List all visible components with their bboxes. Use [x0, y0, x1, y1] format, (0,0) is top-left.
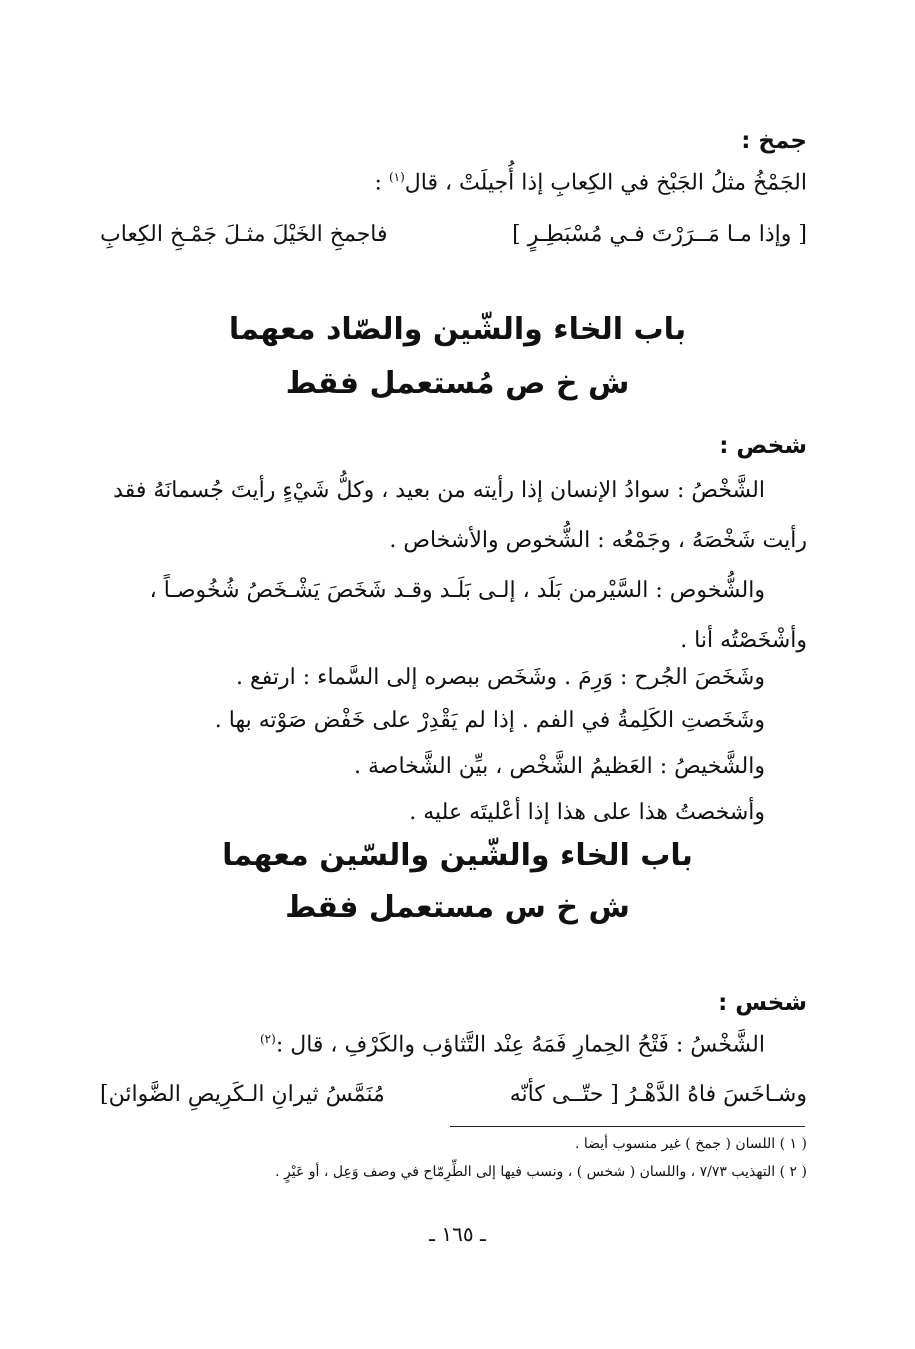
chapter-subheading: ش خ س مستعمل فقط: [285, 890, 630, 925]
definition-line: وأشخصتُ هذا على هذا إذا أعْليتَه عليه .: [409, 800, 765, 825]
chapter-heading: باب الخاء والشّين والسّين معهما: [222, 838, 693, 873]
page-number: ـ ١٦٥ ـ: [429, 1222, 486, 1246]
headword-jamkh: جمخ :: [741, 128, 807, 154]
verse-hemistich-2: فاجمخِ الخَيْلَ مثـلَ جَمْـخِ الكِعابِ: [100, 222, 388, 247]
footnote-ref-2: (٢): [259, 1032, 276, 1046]
headword-shakhs: شخص :: [719, 433, 807, 459]
chapter-heading: باب الخاء والشّين والصّاد معهما: [228, 312, 687, 347]
headword-shakhas: شخس :: [718, 990, 807, 1016]
definition-jamkh: [375, 170, 807, 195]
definition-line: والشُّخوص : السَّيْرمن بَلَد ، إلـى بَلَـد وقـد شَخَصَ يَشْـخَصُ شُخُوصـاً ،: [149, 578, 765, 603]
footnote-ref-1: (١): [388, 170, 405, 184]
footnote-1: ( ١ ) اللسان ( جمخ ) غير منسوب أيضا .: [574, 1136, 807, 1152]
definition-line: وشَخَصتِ الكَلِمةُ في الفم . إذا لم يَقْدِرْ على خَفْض صَوْته بها .: [214, 708, 765, 733]
verse-hemistich-2: مُنَمَّسُ ثيرانِ الـكَرِيصِ الضَّوائن]: [100, 1082, 385, 1107]
definition-colon: :: [374, 170, 389, 196]
definition-line: والشَّخيصُ : العَظيمُ الشَّخْص ، بيِّن الشَّخاصة .: [354, 754, 765, 779]
definition-text: الشَّخْسُ : فَتْحُ الحِمارِ فَمَهُ عِنْد التَّثاؤب والكَرْفِ ، قال :: [275, 1032, 765, 1058]
footnote-divider: [450, 1126, 805, 1127]
verse-hemistich-1: [ وإذا مـا مَــرَرْتَ فـي مُسْبَطِـرٍ ]: [512, 222, 807, 247]
verse-hemistich-1: وشـاخَسَ فاهُ الدَّهْـرُ [ حتّــى كأنّه: [509, 1082, 807, 1107]
definition-line: رأيت شَخْصَهُ ، وجَمْعُه : الشُّخوص والأشخاص .: [389, 528, 807, 553]
definition-text: الجَمْخُ مثلُ الجَبْخ في الكِعابِ إذا أُجيلَتْ ، قال: [404, 170, 807, 196]
footnote-2: ( ٢ ) التهذيب ٧/٧٣ ، واللسان ( شخس ) ، ونسب فيها إلى الطِّرِمّاح في وصف وَعِل ، أو عَيْرٍ .: [275, 1164, 807, 1180]
definition-line: وشَخَصَ الجُرح : وَرِمَ . وشَخَص ببصره إلى السَّماء : ارتفع .: [236, 665, 765, 690]
definition-line: وأشْخَصْتُه أنا .: [680, 628, 807, 653]
chapter-subheading: ش خ ص مُستعمل فقط: [285, 366, 630, 401]
definition-shakhas: [260, 1032, 765, 1057]
definition-line: الشَّخْصُ : سوادُ الإنسان إذا رأيته من بعيد ، وكلُّ شَيْءٍ رأيتَ جُسمانَهُ فقد: [113, 478, 765, 503]
